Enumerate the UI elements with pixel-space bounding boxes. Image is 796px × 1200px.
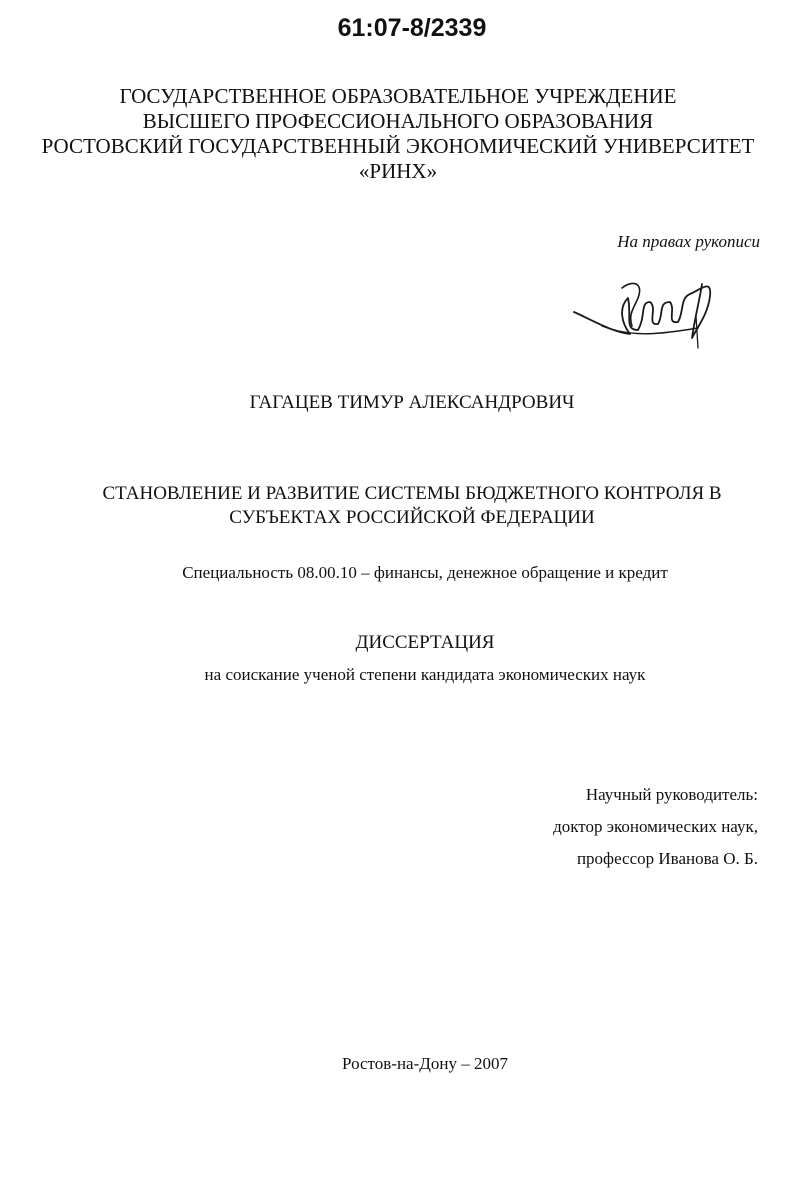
supervisor-name: профессор Иванова О. Б. bbox=[576, 849, 758, 868]
degree-statement: на соискание ученой степени кандидата экономических наук bbox=[204, 665, 646, 684]
institution-line-3: РОСТОВСКИЙ ГОСУДАРСТВЕННЫЙ ЭКОНОМИЧЕСКИЙ УНИВЕРСИТЕТ bbox=[41, 134, 755, 158]
supervisor-block bbox=[553, 779, 758, 875]
manuscript-rights-note: На правах рукописи bbox=[617, 232, 760, 251]
thesis-title-line-1: СТАНОВЛЕНИЕ И РАЗВИТИЕ СИСТЕМЫ БЮДЖЕТНОГО КОНТРОЛЯ В bbox=[102, 483, 722, 504]
catalog-number: 61:07-8/2339 bbox=[337, 14, 487, 42]
author-name: ГАГАЦЕВ ТИМУР АЛЕКСАНДРОВИЧ bbox=[249, 392, 575, 413]
institution-line-1: ГОСУДАРСТВЕННОЕ ОБРАЗОВАТЕЛЬНОЕ УЧРЕЖДЕНИЕ bbox=[119, 84, 677, 108]
document-type: ДИССЕРТАЦИЯ bbox=[355, 632, 495, 653]
signature-icon bbox=[572, 268, 722, 350]
supervisor-title: доктор экономических наук, bbox=[553, 817, 758, 836]
institution-block bbox=[0, 84, 796, 184]
thesis-title bbox=[0, 482, 796, 530]
specialty: Специальность 08.00.10 – финансы, денежное обращение и кредит bbox=[182, 563, 668, 582]
institution-line-4: «РИНХ» bbox=[358, 159, 438, 183]
institution-line-2: ВЫСШЕГО ПРОФЕССИОНАЛЬНОГО ОБРАЗОВАНИЯ bbox=[142, 109, 654, 133]
supervisor-label: Научный руководитель: bbox=[585, 785, 758, 804]
place-and-year: Ростов-на-Дону – 2007 bbox=[342, 1054, 508, 1073]
thesis-title-line-2: СУБЪЕКТАХ РОССИЙСКОЙ ФЕДЕРАЦИИ bbox=[229, 507, 595, 528]
